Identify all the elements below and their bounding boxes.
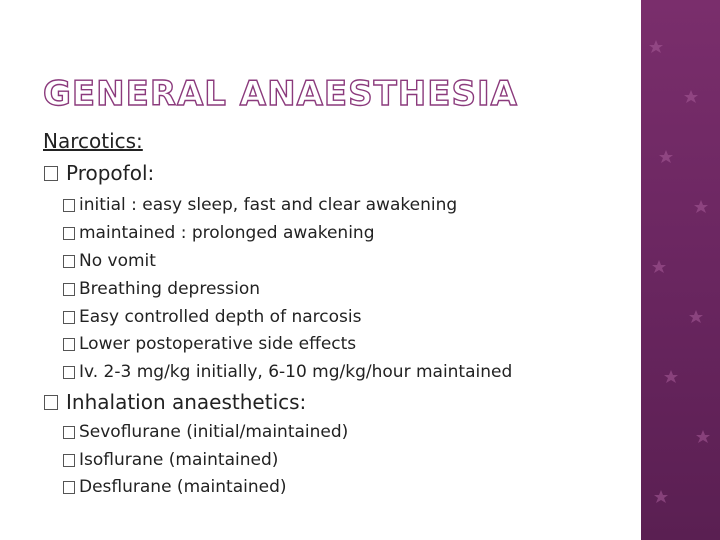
sub-bullet-text: Breathing depression (79, 279, 261, 299)
sub-bullet-text: maintained : prolonged awakening (79, 223, 375, 243)
sub-bullet-item (63, 362, 512, 382)
checkbox-bullet-icon (63, 227, 75, 240)
sub-bullet-item (63, 334, 356, 354)
sub-bullet-item (63, 422, 348, 442)
sub-bullet-text: Desflurane (maintained) (79, 477, 287, 497)
section-label-narcotics: Narcotics: (43, 129, 143, 153)
checkbox-bullet-icon (44, 166, 58, 181)
sub-bullet-item (63, 279, 260, 299)
sub-bullet-item (63, 195, 457, 215)
sub-bullet-text: No vomit (79, 251, 156, 271)
bullet-label: Inhalation anaesthetics: (66, 390, 307, 414)
sub-bullet-text: Iv. 2-3 mg/kg initially, 6-10 mg/kg/hour maintained (79, 362, 513, 382)
bullet-inhalation-anaesthetics (44, 390, 306, 414)
sub-bullet-item (63, 450, 278, 470)
checkbox-bullet-icon (63, 283, 75, 296)
checkbox-bullet-icon (63, 481, 75, 494)
sub-bullet-text: Isoflurane (maintained) (79, 450, 279, 470)
slide-title: GENERAL ANAESTHESIA (43, 74, 518, 114)
sub-bullet-item (63, 223, 375, 243)
checkbox-bullet-icon (44, 395, 58, 410)
bullet-propofol (44, 161, 154, 185)
sub-bullet-text: Easy controlled depth of narcosis (79, 307, 362, 327)
checkbox-bullet-icon (63, 255, 75, 268)
sub-bullet-text: Sevoflurane (initial/maintained) (79, 422, 349, 442)
sub-bullet-item (63, 307, 361, 327)
decorative-side-panel (641, 0, 720, 540)
checkbox-bullet-icon (63, 338, 75, 351)
checkbox-bullet-icon (63, 199, 75, 212)
checkbox-bullet-icon (63, 454, 75, 467)
checkbox-bullet-icon (63, 426, 75, 439)
sub-bullet-item (63, 477, 287, 497)
sub-bullet-text: initial : easy sleep, fast and clear awakening (79, 195, 458, 215)
stars-pattern-icon (641, 0, 720, 540)
checkbox-bullet-icon (63, 366, 75, 379)
sub-bullet-item (63, 251, 156, 271)
checkbox-bullet-icon (63, 311, 75, 324)
bullet-label: Propofol: (66, 161, 155, 185)
sub-bullet-text: Lower postoperative side effects (79, 334, 357, 354)
